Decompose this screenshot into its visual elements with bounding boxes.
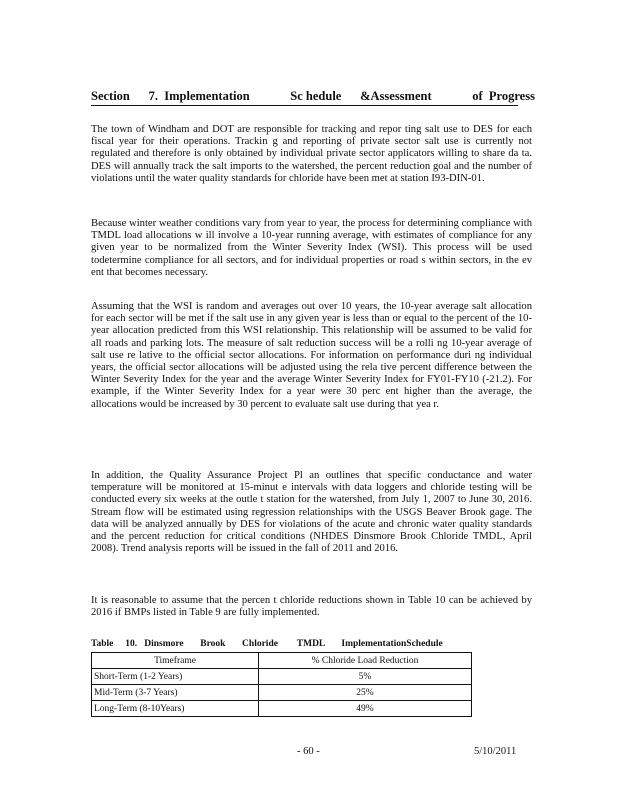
section-heading: Section 7. Implementation Sc hedule &Assessment of Progress <box>91 89 518 106</box>
header-chloride-reduction: % Chloride Load Reduction <box>259 653 472 669</box>
timeframe-cell: Long-Term (8-10Years) <box>92 701 259 717</box>
table-row <box>92 669 472 685</box>
reduction-cell: 25% <box>259 685 472 701</box>
paragraph-salt-tracking: The town of Windham and DOT are responsible for tracking and repor ting salt use to DES for each fiscal year for their operations. Trackin g and reporting of private sector salt use is currently not regulated and therefore is only obtained by individual private sector applicators willing to share da ta. DES will annually track the salt imports to the watershed, the percent reduction goal and the number of violations until the water quality standards for chloride have been met at station I93-DIN-01. <box>91 124 532 184</box>
paragraph-reduction-summary: It is reasonable to assume that the percen t chloride reductions shown in Table 10 can be achieved by 2016 if BMPs listed in Table 9 are fully implemented. <box>91 595 532 619</box>
timeframe-cell: Mid-Term (3-7 Years) <box>92 685 259 701</box>
implementation-schedule-table <box>91 652 472 717</box>
table-header-row <box>92 653 472 669</box>
paragraph-compliance-method: Because winter weather conditions vary from year to year, the process for determining compliance with TMDL load allocations w ill involve a 10-year running average, with estimates of compliance for any given year to be normalized from the Winter Severity Index (WSI). This process will be used todetermine compliance for all sectors, and for individual properties or road s within sectors, in the ev ent that becomes necessary. <box>91 218 532 278</box>
table-caption: Table 10. Dinsmore Brook Chloride TMDL ImplementationSchedule <box>91 639 443 649</box>
reduction-cell: 5% <box>259 669 472 685</box>
paragraph-monitoring-plan: In addition, the Quality Assurance Project Pl an outlines that specific conductance and water temperature will be monitored at 15-minut e intervals with data loggers and chloride testing will be conducted every six weeks at the outle t station for the watershed, from July 1, 2007 to June 30, 2016. Stream flow will be estimated using regression relationships with the USGS Beaver Brook gage. The data will be analyzed annually by DES for violations of the acute and chronic water quality standards and the percent reduction for critical conditions (NHDES Dinsmore Brook Chloride TMDL, April 2008). Trend analysis reports will be issued in the fall of 2011 and 2016. <box>91 470 532 555</box>
paragraph-wsi-allocation: Assuming that the WSI is random and averages out over 10 years, the 10-year average salt allocation for each sector will be met if the salt use in any given year is less than or equal to the percent of the 10-year allocation predicted from this WSI relationship. This relationship will be assumed to be valid for all roads and parking lots. The measure of salt reduction success will be a rolli ng 10-year average of salt use re lative to the official sector allocations. For information on performance duri ng individual years, the official sector allocations will be adjusted using the rela tive percent difference between the Winter Severity Index for the year and the average Winter Severity Index for FY01-FY10 (-21.2). For example, if the Winter Severity Index for a year were 30 perc ent higher than the average, the allocations would be increased by 30 percent to evaluate salt use during that yea r. <box>91 301 532 410</box>
timeframe-cell: Short-Term (1-2 Years) <box>92 669 259 685</box>
header-timeframe: Timeframe <box>92 653 259 669</box>
page-date: 5/10/2011 <box>474 746 517 757</box>
table-row <box>92 685 472 701</box>
reduction-cell: 49% <box>259 701 472 717</box>
page-number: - 60 - <box>297 746 320 757</box>
table-row <box>92 701 472 717</box>
